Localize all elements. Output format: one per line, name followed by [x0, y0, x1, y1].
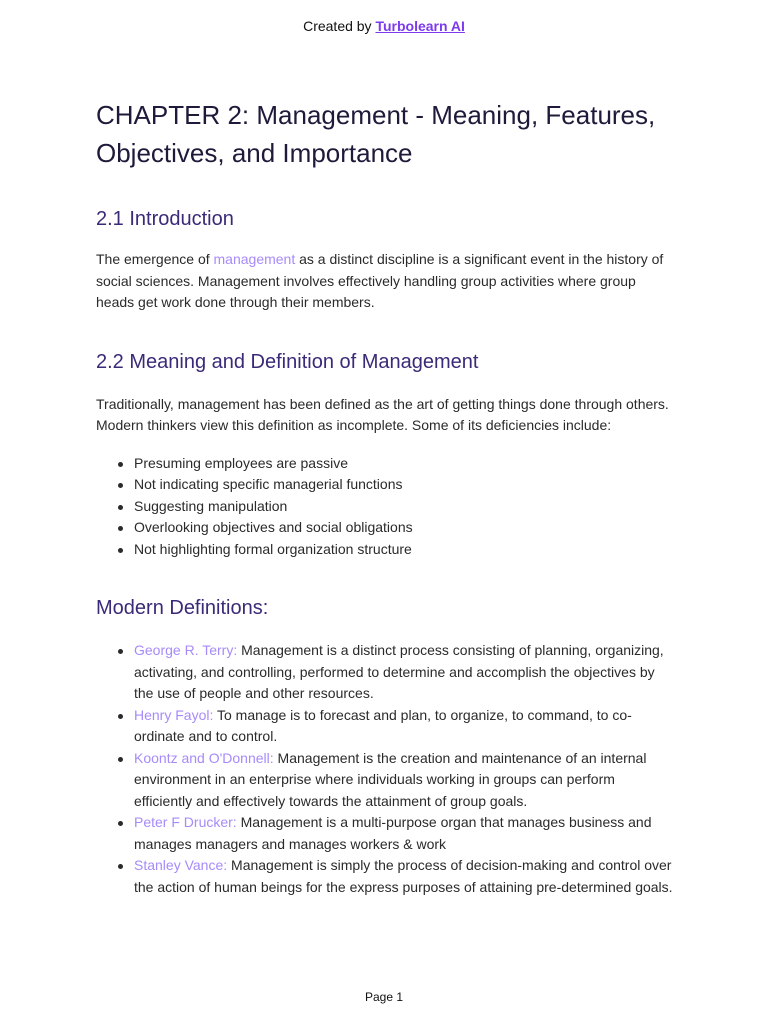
- modern-definitions-heading: Modern Definitions:: [96, 597, 269, 619]
- definition-text: Management is a multi-purpose organ that manages business and manages managers and manages workers & work: [134, 814, 652, 852]
- definition-text: Management is simply the process of decision-making and control over the action of human beings for the express purposes of attaining pre-determined goals.: [134, 857, 673, 895]
- intro-text-before: The emergence of: [96, 251, 214, 267]
- definitions-list: [96, 640, 676, 898]
- list-item: Suggesting manipulation: [96, 496, 676, 518]
- list-item: Not highlighting formal organization structure: [96, 539, 676, 561]
- definition-author: Henry Fayol:: [134, 706, 214, 723]
- definition-author: Stanley Vance:: [134, 857, 228, 873]
- definition-author: Koontz and O'Donnell:: [134, 749, 274, 766]
- definition-item: [96, 812, 676, 855]
- meaning-paragraph: Traditionally, management has been defined as the art of getting things done through others. Modern thinkers view this definition as incomplete. Some of its deficiencies include:: [96, 395, 669, 433]
- list-item: Overlooking objectives and social obligations: [96, 517, 676, 539]
- page-header: [0, 18, 768, 34]
- header-prefix: Created by: [303, 18, 376, 34]
- definition-item: [96, 855, 676, 898]
- deficiencies-list: [96, 453, 676, 561]
- meaning-heading: 2.2 Meaning and Definition of Management: [96, 350, 479, 373]
- chapter-title: CHAPTER 2: Management - Meaning, Features, Objectives, and Importance: [96, 100, 656, 168]
- definition-item: [96, 748, 676, 813]
- intro-heading: 2.1 Introduction: [96, 208, 234, 230]
- page-number: Page 1: [364, 990, 404, 1004]
- definition-item: [96, 705, 676, 748]
- intro-text-after: as a distinct discipline is a significant event in the history of social sciences. Management involves effectively handling group activities where group heads get work done through their members.: [96, 251, 664, 310]
- definition-item: [96, 640, 676, 705]
- list-item: Not indicating specific managerial functions: [96, 474, 676, 496]
- definition-author: Peter F Drucker:: [134, 814, 237, 830]
- intro-paragraph: [96, 249, 676, 314]
- document-content: [96, 96, 676, 898]
- definition-text: Management is a distinct process consisting of planning, organizing, activating, and controlling, performed to determine and accomplish the objectives by the use of people and other resources.: [134, 642, 664, 701]
- definition-text: Management is the creation and maintenance of an internal environment in an enterprise where individuals working in groups can perform efficiently and effectively towards the attainment of group goals.: [134, 749, 647, 809]
- intro-highlight: management: [213, 251, 296, 267]
- turbolearn-link[interactable]: Turbolearn AI: [375, 18, 465, 34]
- definition-text: To manage is to forecast and plan, to organize, to command, to co-ordinate and to control.: [134, 706, 632, 744]
- definition-author: George R. Terry:: [134, 642, 238, 658]
- list-item: Presuming employees are passive: [96, 453, 676, 475]
